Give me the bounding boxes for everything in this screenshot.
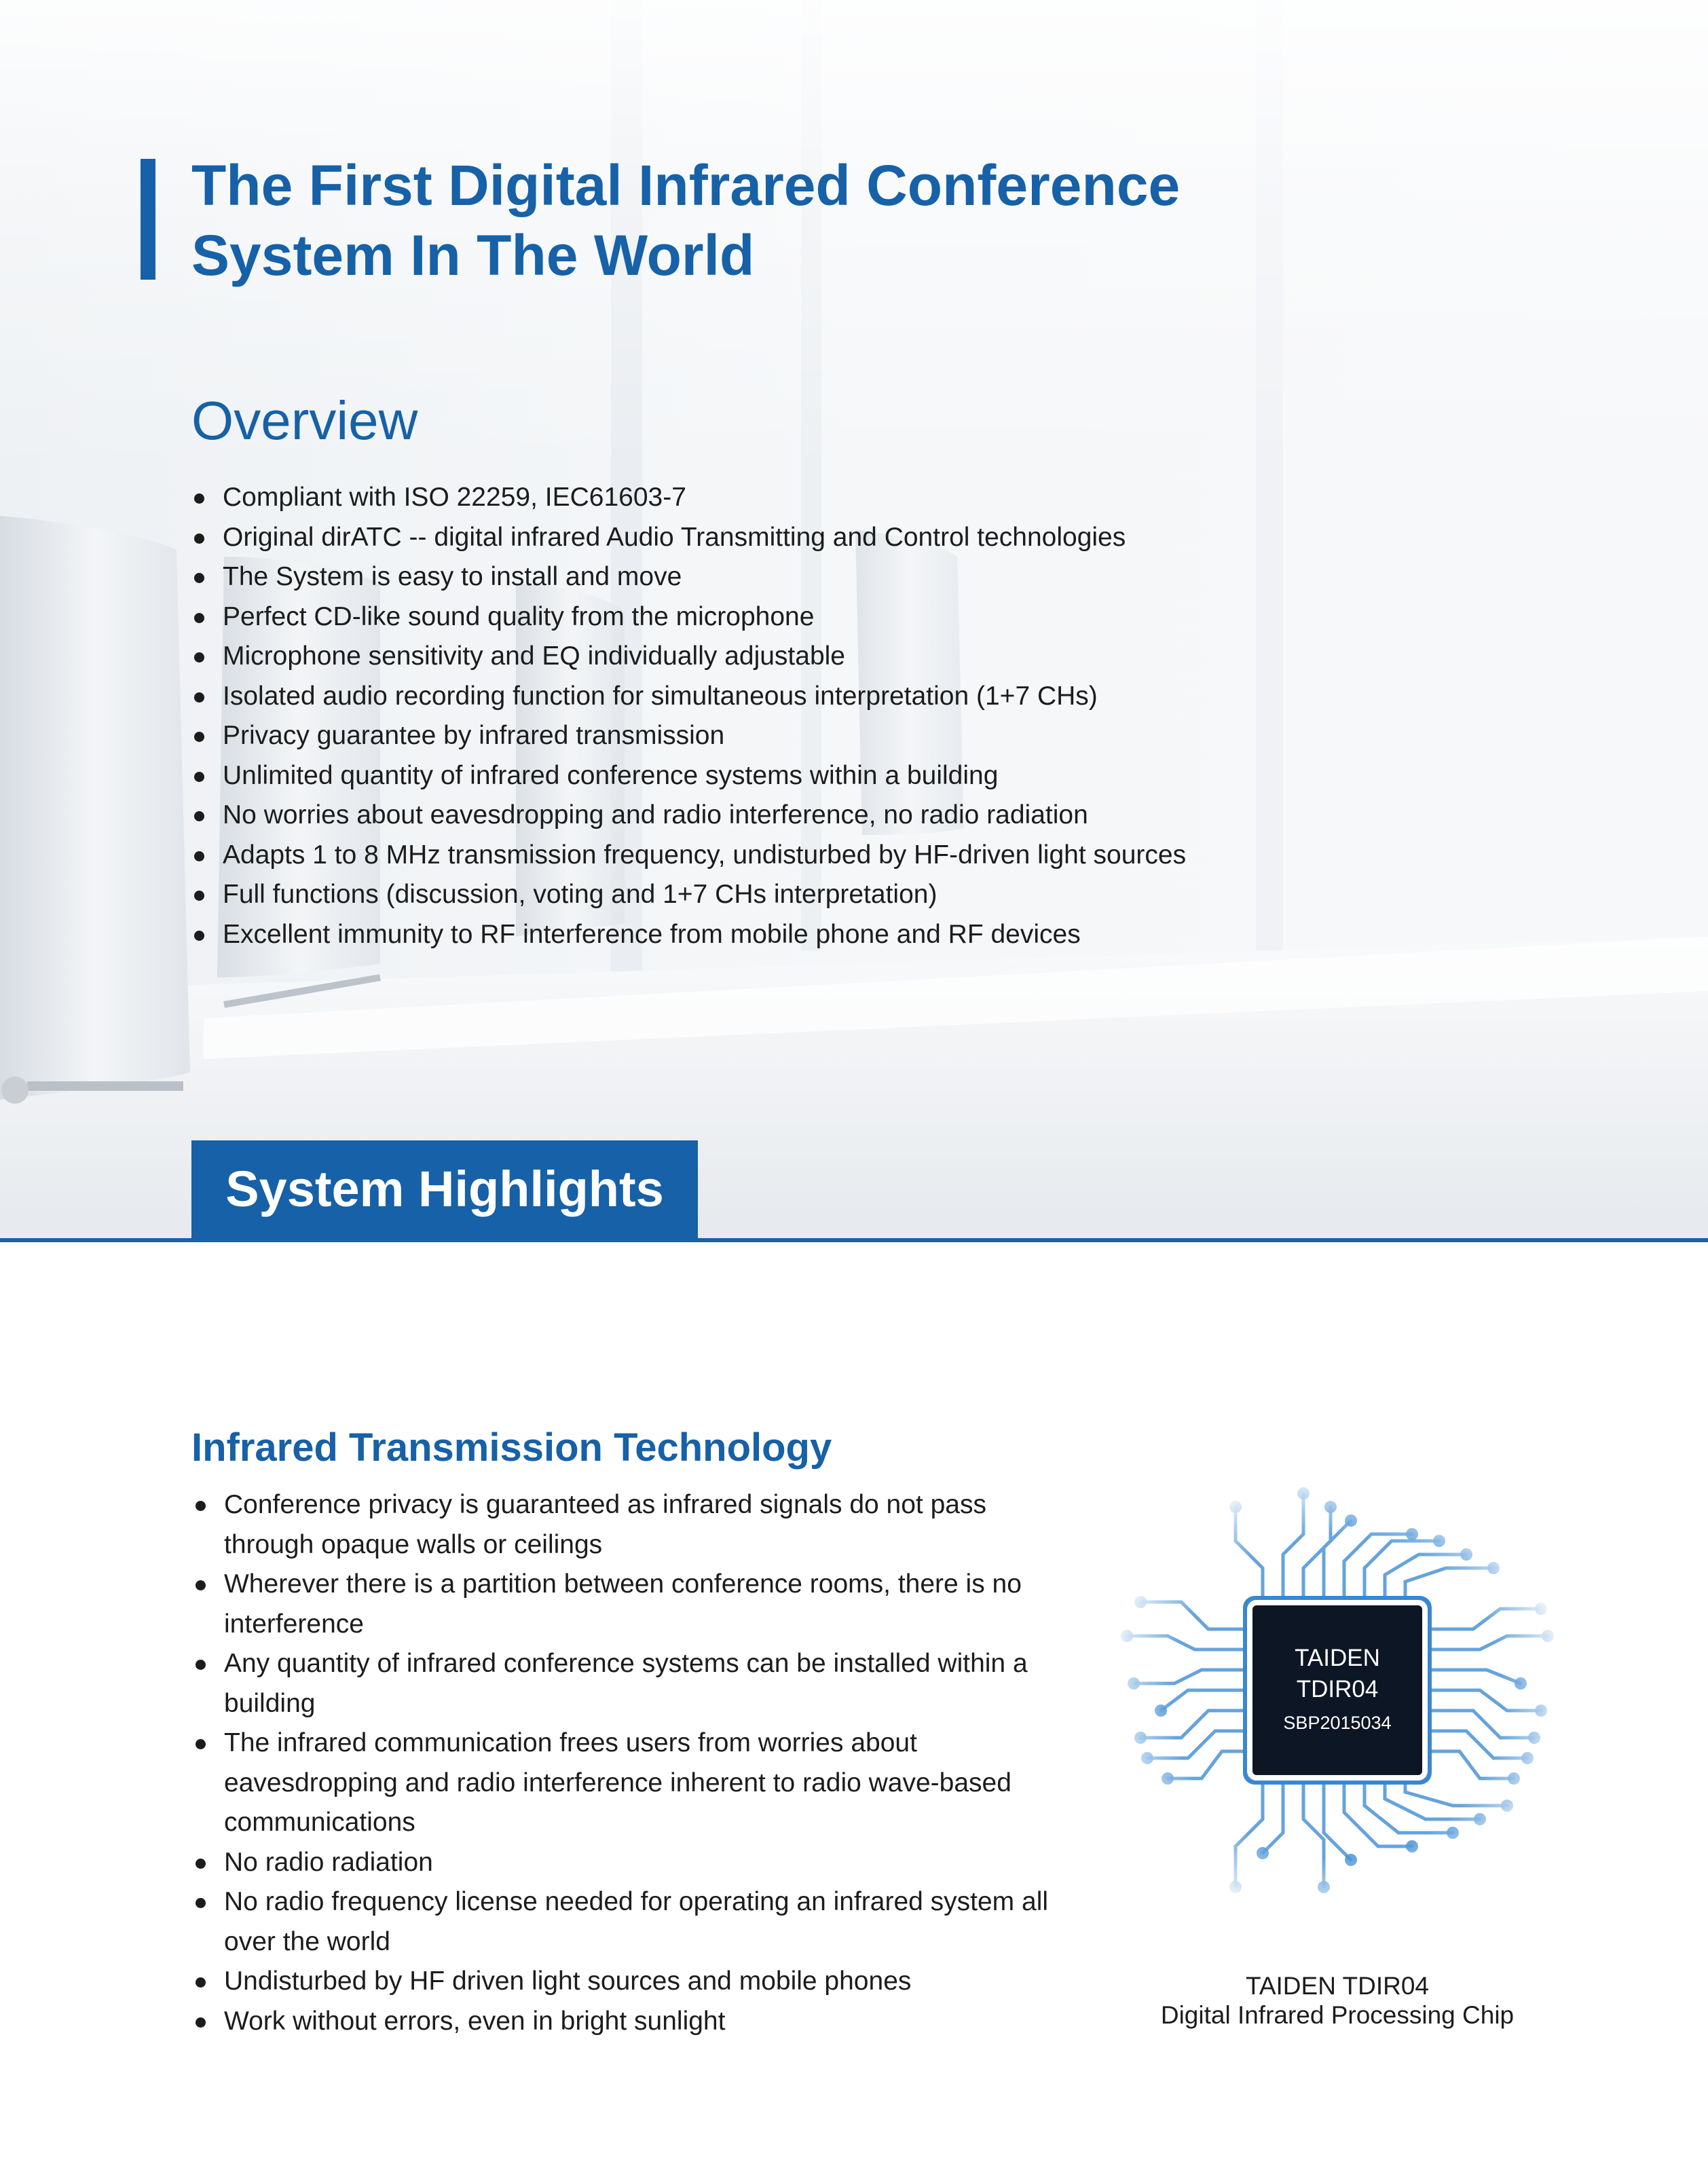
- infrared-item: Any quantity of infrared conference systems can be installed within a building: [193, 1644, 1069, 1723]
- infrared-item: No radio frequency license needed for operating an infrared system all over the world: [193, 1882, 1069, 1962]
- overview-item: Microphone sensitivity and EQ individually adjustable: [191, 637, 1413, 677]
- system-highlights-banner: System Highlights: [191, 1140, 698, 1238]
- title-accent-bar: [141, 159, 155, 280]
- infrared-heading: Infrared Transmission Technology: [191, 1425, 832, 1470]
- chip-figure: [1100, 1466, 1575, 1928]
- overview-list: [191, 478, 1413, 954]
- chip-model: TDIR04: [1296, 1676, 1379, 1702]
- overview-item: Privacy guarantee by infrared transmission: [191, 716, 1413, 756]
- title-line-2: System In The World: [191, 223, 755, 287]
- section-divider: [0, 1238, 1708, 1242]
- overview-item: No worries about eavesdropping and radio interference, no radio radiation: [191, 796, 1413, 836]
- infrared-item: Conference privacy is guaranteed as infrared signals do not pass through opaque walls or ceilings: [193, 1485, 1069, 1565]
- overview-item: Adapts 1 to 8 MHz transmission frequency, undisturbed by HF-driven light sources: [191, 836, 1413, 876]
- infrared-item: Wherever there is a partition between conference rooms, there is no interference: [193, 1565, 1069, 1644]
- chip-caption: [1113, 1971, 1561, 2030]
- infrared-item: Work without errors, even in bright sunlight: [193, 2002, 1069, 2042]
- overview-item: Unlimited quantity of infrared conference systems within a building: [191, 756, 1413, 796]
- chip-icon: [1252, 1605, 1422, 1775]
- overview-item: Full functions (discussion, voting and 1+7 CHs interpretation): [191, 875, 1413, 915]
- caption-line-2: Digital Infrared Processing Chip: [1160, 2001, 1515, 2029]
- overview-item: Compliant with ISO 22259, IEC61603-7: [191, 478, 1413, 518]
- overview-item: Original dirATC -- digital infrared Audio Transmitting and Control technologies: [191, 518, 1413, 558]
- caption-line-1: TAIDEN TDIR04: [1245, 1972, 1430, 2000]
- overview-item: Excellent immunity to RF interference from mobile phone and RF devices: [191, 915, 1413, 955]
- infrared-item: Undisturbed by HF driven light sources and mobile phones: [193, 1962, 1069, 2002]
- overview-item: The System is easy to install and move: [191, 557, 1413, 597]
- overview-item: Perfect CD-like sound quality from the microphone: [191, 597, 1413, 637]
- infrared-item: No radio radiation: [193, 1843, 1069, 1883]
- chip-serial: SBP2015034: [1283, 1713, 1392, 1733]
- title-line-1: The First Digital Infrared Conference: [191, 153, 1181, 217]
- infrared-list: [193, 1485, 1069, 2041]
- infrared-item: The infrared communication frees users from worries about eavesdropping and radio interference inherent to radio wave-based communications: [193, 1723, 1069, 1843]
- chip-brand: TAIDEN: [1295, 1645, 1380, 1671]
- page-title: [191, 151, 1345, 291]
- overview-item: Isolated audio recording function for simultaneous interpretation (1+7 CHs): [191, 677, 1413, 717]
- overview-heading: Overview: [191, 390, 418, 451]
